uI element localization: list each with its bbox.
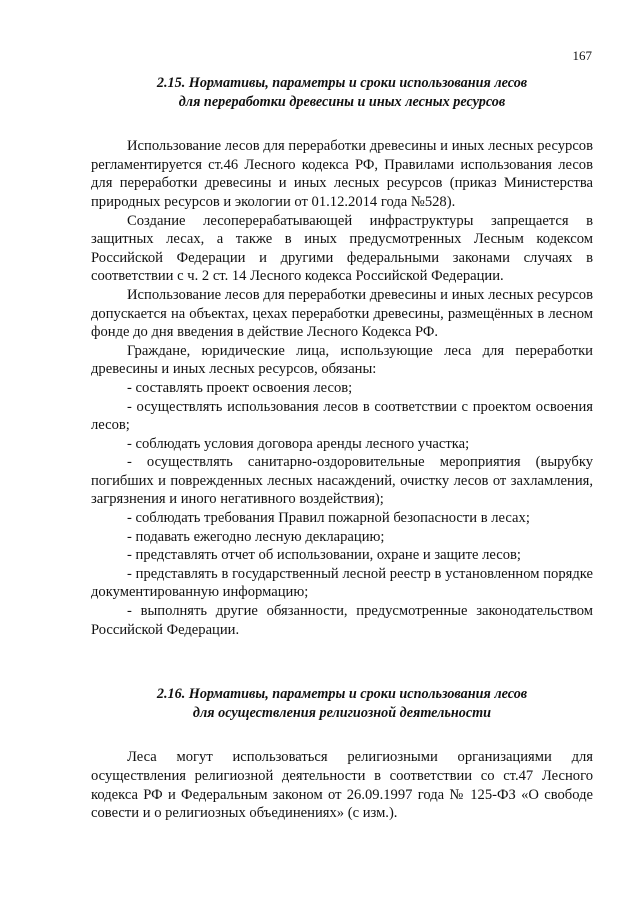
section-body <box>91 137 593 639</box>
list-item: - подавать ежегодно лесную декларацию; <box>127 528 385 545</box>
section-heading <box>91 74 593 111</box>
section-heading-line: для переработки древесины и иных лесных ресурсов <box>178 93 506 110</box>
list-item: - представлять в государственный лесной реестр в установленном порядке документированную информацию; <box>91 565 593 601</box>
page-number: 167 <box>572 48 592 63</box>
paragraph: Граждане, юридические лица, использующие леса для переработки древесины и иных лесных ресурсов, обязаны: <box>91 342 593 378</box>
list-item: - осуществлять санитарно-оздоровительные мероприятия (вырубку погибших и поврежденных лесных насаждений, очистку лесов от захламления, загрязнения и иного негативного воздействия); <box>91 454 593 508</box>
paragraph: Использование лесов для переработки древесины и иных лесных ресурсов регламентируется ст.46 Лесного кодекса РФ, Правилами использования лесов для переработки древесины и иных лесных ресурсов (приказ Министерства природных ресурсов и экологии от 01.12.2014 года №528). <box>91 138 593 210</box>
section-body <box>91 748 593 822</box>
paragraph: Создание лесоперерабатывающей инфраструктуры запрещается в защитных лесах, а также в иных предусмотренных Лесным кодексом Российской Федерации и другими федеральными законами случаях в соответствии с ч. 2 ст. 14 Лесного кодекса Российской Федерации. <box>91 212 593 285</box>
section-heading-line: 2.16. Нормативы, параметры и сроки использования лесов <box>156 686 528 703</box>
section-2-16 <box>91 685 593 823</box>
paragraph: Леса могут использоваться религиозными организациями для осуществления религиозной деятельности в соответствии со ст.47 Лесного кодекса РФ и Федеральным законом от 26.09.1997 года № 125-ФЗ «О свободе совести и о религиозных объединениях» (с изм.). <box>91 749 593 822</box>
page-content <box>91 74 593 823</box>
list-item: - соблюдать условия договора аренды лесного участка; <box>127 435 470 452</box>
list-item: - осуществлять использования лесов в соответствии с проектом освоения лесов; <box>91 398 593 434</box>
list-item: - выполнять другие обязанности, предусмотренные законодательством Российской Федерации. <box>91 603 593 638</box>
list-item: - представлять отчет об использовании, охране и защите лесов; <box>127 547 521 564</box>
section-heading-line: 2.15. Нормативы, параметры и сроки использования лесов <box>156 75 528 91</box>
list-item: - соблюдать требования Правил пожарной безопасности в лесах; <box>127 510 530 527</box>
section-heading <box>91 685 593 722</box>
section-heading-line: для осуществления религиозной деятельности <box>192 704 492 721</box>
paragraph: Использование лесов для переработки древесины и иных лесных ресурсов допускается на объектах, цехах переработки древесины, размещённых в лесном фонде до дня введения в действие Лесного Кодекса РФ. <box>91 286 593 341</box>
section-2-15 <box>91 74 593 639</box>
list-item: - составлять проект освоения лесов; <box>127 379 353 396</box>
